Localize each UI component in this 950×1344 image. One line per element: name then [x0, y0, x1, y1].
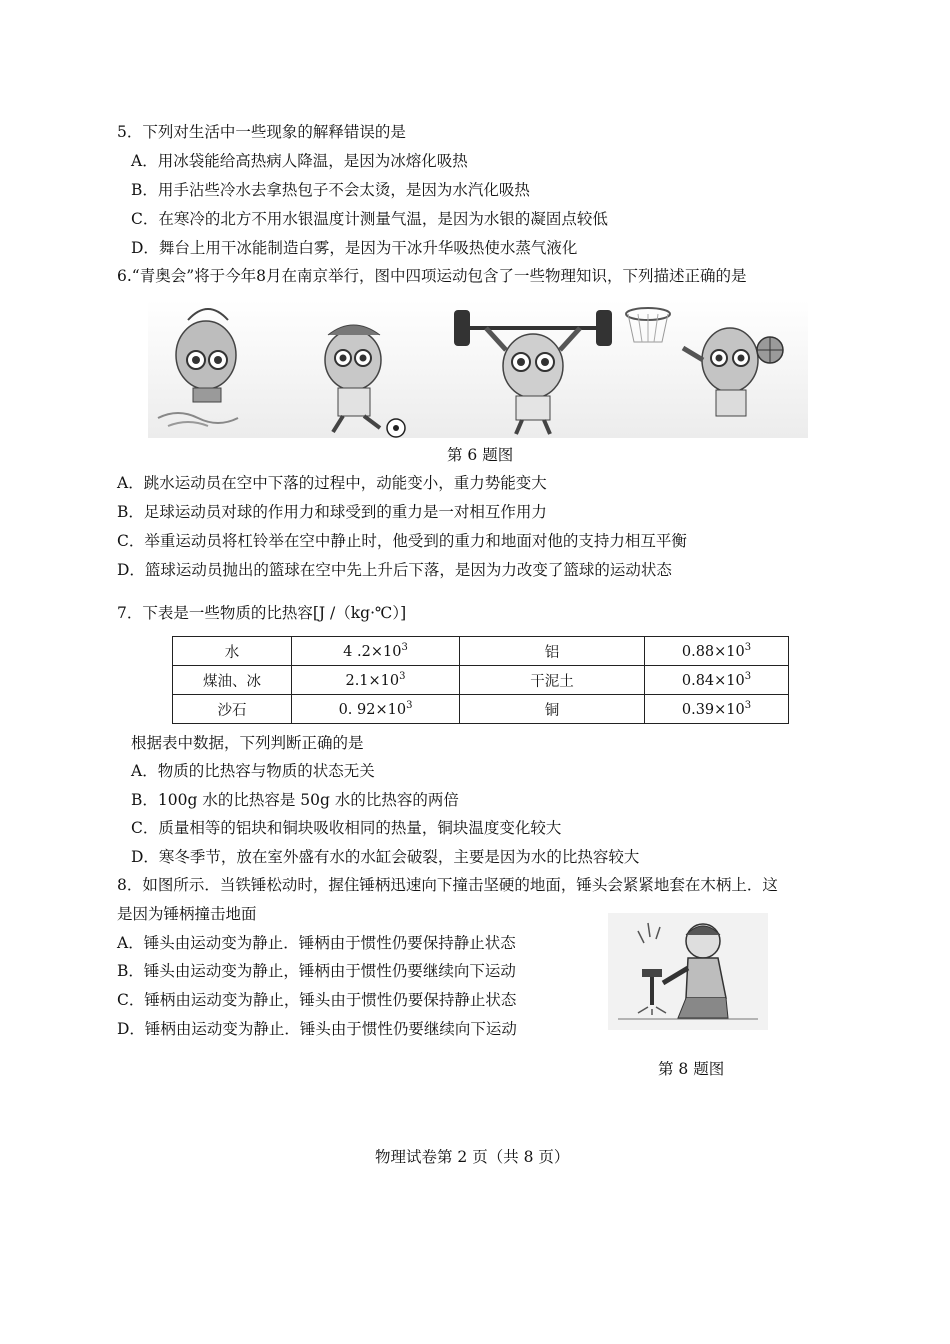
q7-lead: 根据表中数据，下列判断正确的是	[131, 734, 364, 752]
q8-option-c: C．锤柄由运动变为静止，锤头由于惯性仍要保持静止状态	[117, 991, 517, 1009]
table-cell: $0.84\times 10^3$	[645, 666, 789, 695]
q5-option-c: C．在寒冷的北方不用水银温度计测量气温，是因为水银的凝固点较低	[131, 210, 608, 228]
table-cell: 沙石	[173, 695, 292, 724]
table-cell: 煤油、冰	[173, 666, 292, 695]
q6-option-a: A．跳水运动员在空中下落的过程中，动能变小，重力势能变大	[117, 474, 547, 492]
q5-stem: 5．下列对生活中一些现象的解释错误的是	[117, 123, 406, 141]
q8-option-b: B．锤头由运动变为静止，锤柄由于惯性仍要继续向下运动	[117, 962, 516, 980]
table-cell: 干泥土	[460, 666, 645, 695]
q7-option-a: A．物质的比热容与物质的状态无关	[131, 762, 375, 780]
table-cell: $0.39\times 10^3$	[645, 695, 789, 724]
q6-figure-caption: 第 6 题图	[447, 446, 514, 464]
q6-stem: 6.“青奥会”将于今年8月在南京举行，图中四项运动包含了一些物理知识，下列描述正确的是	[117, 267, 747, 285]
q5-option-a: A．用冰袋能给高热病人降温，是因为冰熔化吸热	[131, 152, 468, 170]
q7-stem: 7．下表是一些物质的比热容[J /（kg·℃）]	[117, 604, 407, 622]
q8-option-a: A．锤头由运动变为静止．锤柄由于惯性仍要保持静止状态	[117, 934, 516, 952]
table-cell: 铜	[460, 695, 645, 724]
q8-figure-caption: 第 8 题图	[658, 1060, 725, 1078]
table-row	[173, 637, 789, 666]
table-row	[173, 695, 789, 724]
table-cell: 铝	[460, 637, 645, 666]
q6-option-d: D．篮球运动员抛出的篮球在空中先上升后下落，是因为力改变了篮球的运动状态	[117, 561, 672, 579]
page-footer: 物理试卷第 2 页（共 8 页）	[375, 1148, 570, 1166]
q5-option-b: B．用手沾些冷水去拿热包子不会太烫，是因为水汽化吸热	[131, 181, 530, 199]
table-cell: 4 $.2\times 10^3$	[292, 637, 460, 666]
q6-option-b: B．足球运动员对球的作用力和球受到的重力是一对相互作用力	[117, 503, 547, 521]
q8-stem-line2: 是因为锤柄撞击地面	[117, 905, 257, 923]
specific-heat-table	[172, 636, 789, 724]
q8-stem-line1: 8．如图所示．当铁锤松动时，握住锤柄迅速向下撞击坚硬的地面，锤头会紧紧地套在木柄上．这	[117, 876, 778, 894]
q8-hammer-figure	[608, 913, 768, 1030]
table-cell: $2.1\times 10^3$	[292, 666, 460, 695]
q7-option-c: C．质量相等的铝块和铜块吸收相同的热量，铜块温度变化较大	[131, 819, 562, 837]
q5-option-d: D．舞台上用干冰能制造白雾，是因为干冰升华吸热使水蒸气液化	[131, 239, 578, 257]
table-row	[173, 666, 789, 695]
q6-option-c: C．举重运动员将杠铃举在空中静止时，他受到的重力和地面对他的支持力相互平衡	[117, 532, 687, 550]
q8-option-d: D．锤柄由运动变为静止．锤头由于惯性仍要继续向下运动	[117, 1020, 517, 1038]
q7-option-b: B．100g 水的比热容是 50g 水的比热容的两倍	[131, 791, 459, 809]
table-cell: $0.88\times 10^3$	[645, 637, 789, 666]
q6-sports-figure	[148, 300, 808, 438]
q7-option-d: D．寒冬季节，放在室外盛有水的水缸会破裂，主要是因为水的比热容较大	[131, 848, 640, 866]
table-cell: 水	[173, 637, 292, 666]
table-cell: 0. $92\times 10^3$	[292, 695, 460, 724]
